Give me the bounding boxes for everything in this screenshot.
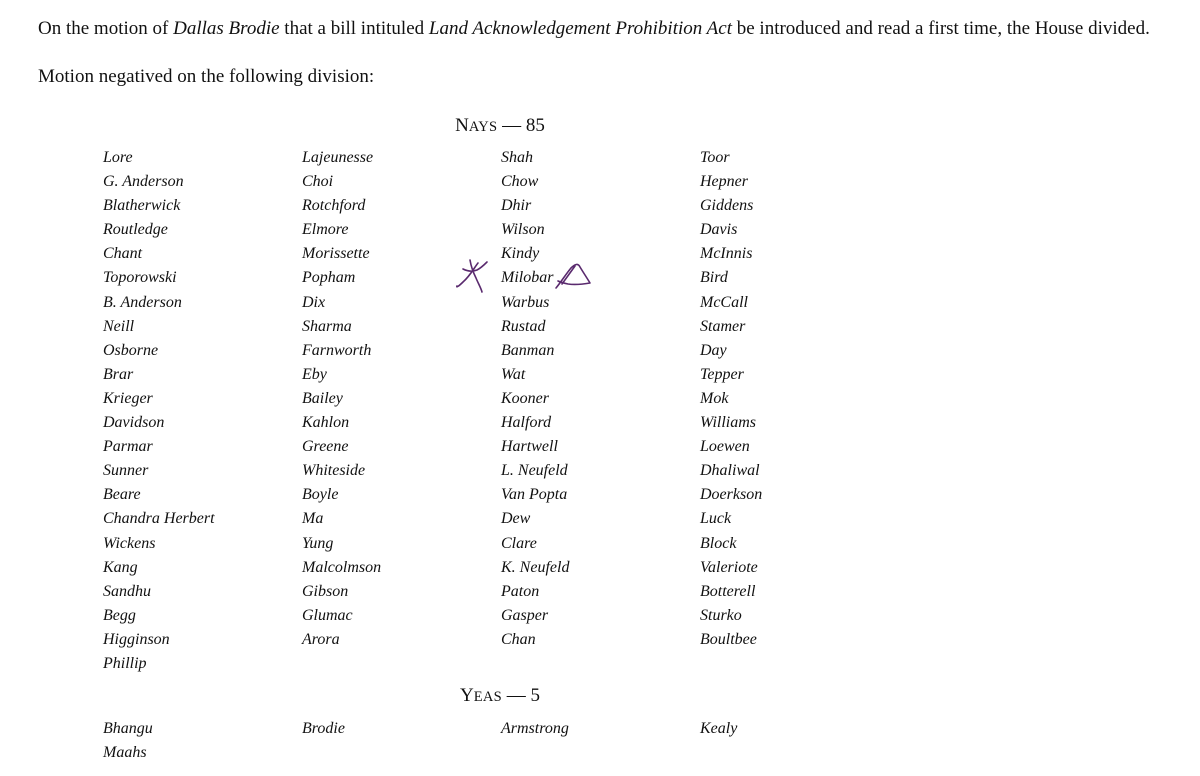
- nay-member-name: Sturko: [700, 606, 742, 624]
- nay-member-name: Greene: [302, 438, 349, 456]
- nay-member-name: Bird: [700, 269, 728, 287]
- nay-member-name: Blatherwick: [103, 197, 181, 215]
- nays-heading: [0, 113, 1000, 140]
- nay-member-name: Day: [700, 341, 727, 359]
- nay-member-name: Osborne: [103, 341, 159, 359]
- yeas-column-4: [700, 717, 737, 741]
- nay-member-name: Stamer: [700, 317, 746, 335]
- nay-member-name: Boyle: [302, 486, 339, 504]
- nay-member-name: Bailey: [302, 389, 343, 407]
- nay-member-name: Dhaliwal: [700, 462, 760, 480]
- nay-member-name: Kahlon: [302, 414, 350, 432]
- nay-member-name: Phillip: [103, 654, 147, 672]
- nay-member-name: B. Anderson: [103, 293, 182, 311]
- nay-member-name: Lore: [103, 149, 133, 166]
- nays-column-2: [302, 146, 381, 652]
- nay-member-name: Routledge: [103, 221, 168, 239]
- nay-member-name: Hartwell: [501, 438, 558, 456]
- nay-member-name: Boultbee: [700, 630, 757, 648]
- nay-member-name: Choi: [302, 173, 334, 191]
- nay-member-name: Giddens: [700, 197, 754, 215]
- bill-title: Land Acknowledgement Prohibition Act: [428, 18, 732, 39]
- nay-member-name: Luck: [700, 510, 732, 528]
- nay-member-name: Chan: [501, 630, 536, 648]
- yeas-dash: —: [506, 685, 526, 706]
- nay-member-name: Higginson: [103, 630, 170, 648]
- nay-member-name: Clare: [501, 534, 537, 552]
- nay-member-name: Kang: [103, 558, 138, 576]
- yeas-column-2: [302, 717, 345, 741]
- nay-member-name: Paton: [501, 582, 540, 600]
- nay-member-name: Glumac: [302, 606, 353, 624]
- nay-member-name: Beare: [103, 486, 141, 504]
- nays-column-1: [103, 146, 215, 676]
- nay-member-name: Milobar: [501, 269, 554, 287]
- nays-count: 85: [525, 115, 545, 136]
- nay-member-name: Dhir: [501, 197, 532, 215]
- nay-member-name: Dew: [501, 510, 531, 528]
- nay-member-name: Block: [700, 534, 737, 552]
- nay-member-name: L. Neufeld: [501, 462, 568, 480]
- nay-member-name: Chant: [103, 245, 143, 263]
- handwritten-x-mark: [457, 260, 487, 292]
- nay-member-name: Sharma: [302, 317, 352, 335]
- nay-member-name: Rotchford: [302, 197, 366, 215]
- nay-member-name: Yung: [302, 534, 334, 552]
- intro-middle: that a bill intituled: [279, 18, 429, 39]
- nay-member-name: Ma: [302, 510, 324, 528]
- nay-member-name: McInnis: [700, 245, 753, 263]
- nay-member-name: Sunner: [103, 462, 149, 480]
- nay-member-name: K. Neufeld: [501, 558, 570, 576]
- nays-dash: —: [502, 115, 522, 136]
- nays-column-4: [700, 146, 762, 652]
- nay-member-name: Wat: [501, 365, 526, 383]
- motion-result: Motion negatived on the following division:: [38, 66, 375, 87]
- nay-member-name: Banman: [501, 341, 555, 359]
- nay-member-name: Shah: [501, 149, 533, 166]
- nay-member-name: Mok: [700, 389, 729, 407]
- nay-member-name: Valeriote: [700, 558, 758, 576]
- nay-member-name: Hepner: [700, 173, 748, 191]
- nays-label-rest: AYS: [468, 119, 498, 135]
- nay-member-name: Farnworth: [302, 341, 372, 359]
- nay-member-name: Chandra Herbert: [103, 510, 215, 528]
- nay-member-name: Gasper: [501, 606, 549, 624]
- yeas-heading: [0, 683, 1000, 710]
- nay-member-name: Warbus: [501, 293, 550, 311]
- nays-column-3: [501, 146, 569, 652]
- yea-member-name: Maahs: [103, 744, 147, 762]
- nay-member-name: Rustad: [501, 317, 546, 335]
- yeas-label-initial: Y: [459, 685, 474, 706]
- nay-member-name: Arora: [302, 630, 340, 648]
- nay-member-name: Gibson: [302, 582, 349, 600]
- nay-member-name: Morissette: [302, 245, 370, 263]
- nay-member-name: Krieger: [103, 389, 153, 407]
- nay-member-name: Whiteside: [302, 462, 366, 480]
- nay-member-name: McCall: [700, 293, 748, 311]
- nay-member-name: Chow: [501, 173, 539, 191]
- nay-member-name: Popham: [302, 269, 356, 287]
- nay-member-name: Malcolmson: [302, 558, 382, 576]
- nay-member-name: G. Anderson: [103, 173, 184, 191]
- yea-member-name: Brodie: [302, 720, 345, 737]
- nay-member-name: Loewen: [700, 438, 750, 456]
- nay-member-name: Eby: [302, 365, 327, 383]
- nay-member-name: Williams: [700, 414, 757, 432]
- nay-member-name: Dix: [302, 293, 326, 311]
- nay-member-name: Davidson: [103, 414, 165, 432]
- nay-member-name: Botterell: [700, 582, 756, 600]
- yeas-column-3: [501, 717, 569, 741]
- nay-member-name: Tepper: [700, 365, 744, 383]
- nay-member-name: Wilson: [501, 221, 545, 239]
- nay-member-name: Parmar: [103, 438, 153, 456]
- nay-member-name: Begg: [103, 606, 136, 624]
- member-name: Dallas Brodie: [173, 18, 280, 39]
- nay-member-name: Sandhu: [103, 582, 151, 600]
- nay-member-name: Elmore: [302, 221, 349, 239]
- nay-member-name: Doerkson: [700, 486, 763, 504]
- yeas-count: 5: [530, 685, 541, 706]
- yeas-label-rest: EAS: [473, 689, 503, 705]
- intro-suffix: be introduced and read a first time, the House divided.: [731, 18, 1150, 39]
- motion-intro: [38, 16, 1188, 42]
- nay-member-name: Lajeunesse: [302, 149, 374, 166]
- nay-member-name: Brar: [103, 365, 134, 383]
- nay-member-name: Halford: [501, 414, 552, 432]
- nay-member-name: Toor: [700, 149, 730, 166]
- nay-member-name: Wickens: [103, 534, 156, 552]
- nay-member-name: Davis: [700, 221, 738, 239]
- nay-member-name: Neill: [103, 317, 135, 335]
- nay-member-name: Kooner: [501, 389, 549, 407]
- nay-member-name: Kindy: [501, 245, 540, 263]
- yeas-column-1: [103, 717, 153, 765]
- nays-label-initial: N: [455, 115, 469, 136]
- nay-member-name: Toporowski: [103, 269, 177, 287]
- yea-member-name: Armstrong: [501, 720, 569, 737]
- intro-prefix: On the motion of: [38, 18, 174, 39]
- yea-member-name: Bhangu: [103, 720, 153, 737]
- yea-member-name: Kealy: [700, 720, 738, 737]
- nay-member-name: Van Popta: [501, 486, 568, 504]
